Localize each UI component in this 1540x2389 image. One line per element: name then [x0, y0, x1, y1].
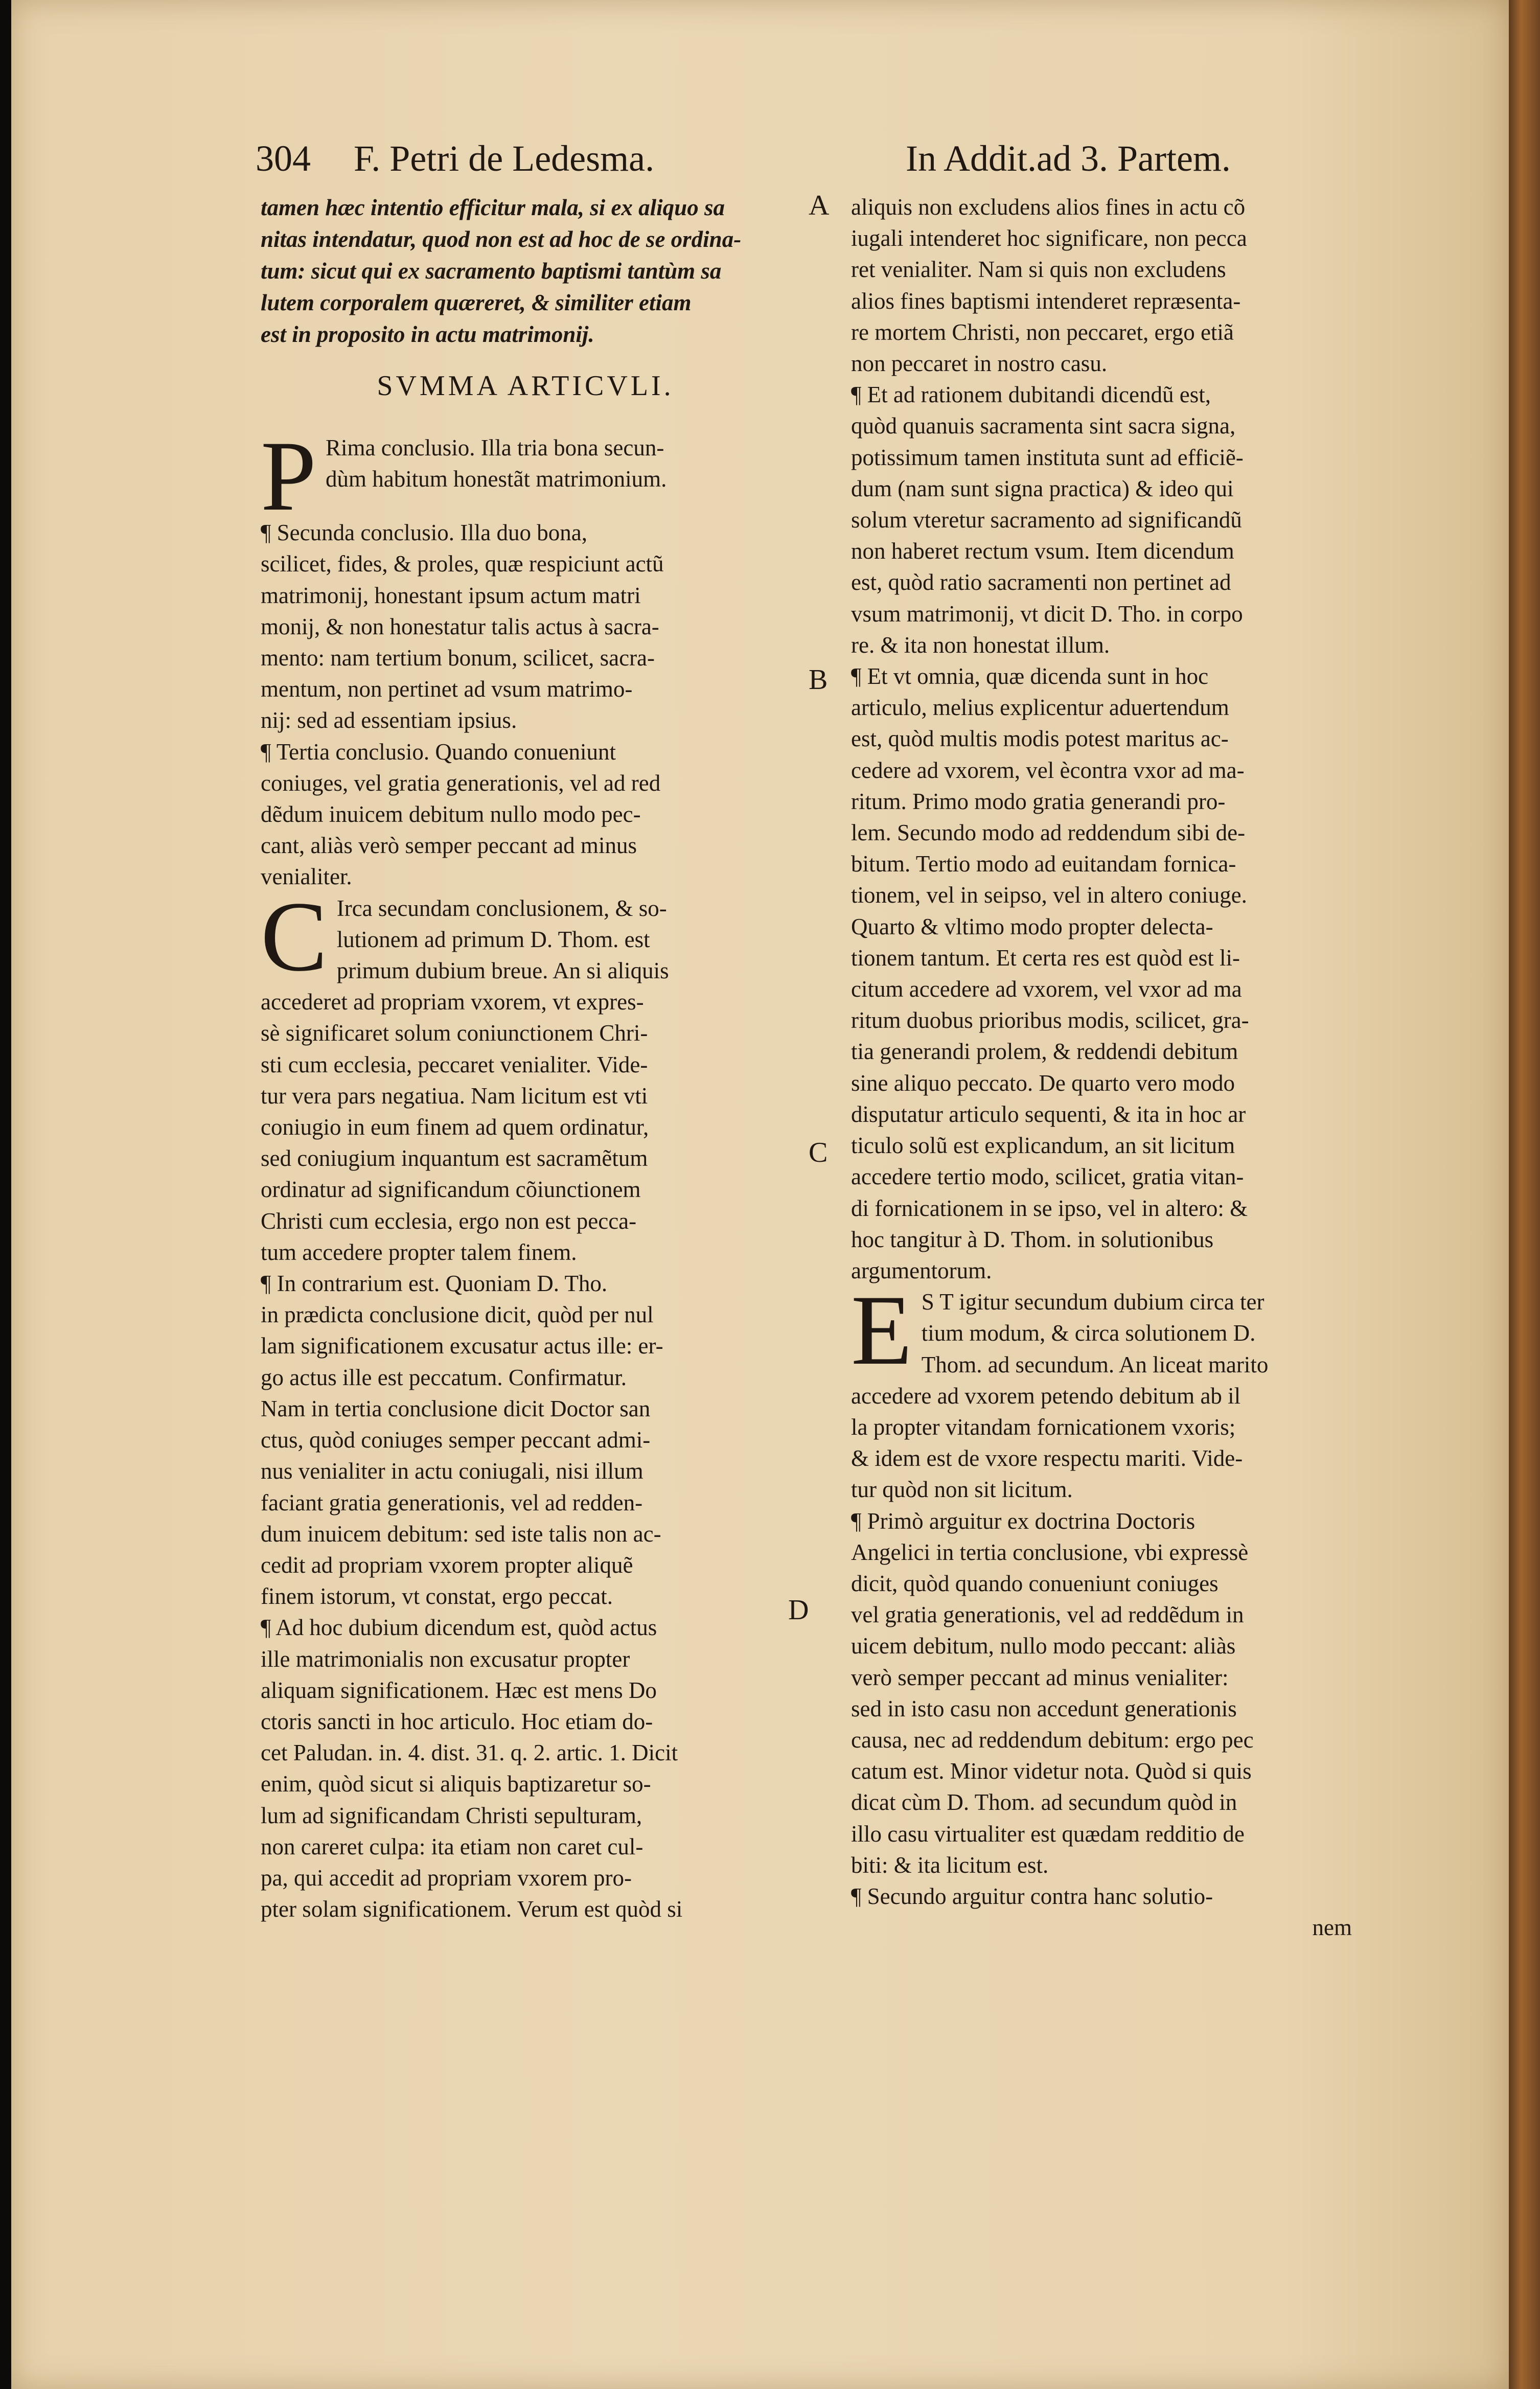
text-line: biti: & ita licitum est.: [851, 1852, 1049, 1878]
margin-letter-a: A: [809, 190, 830, 221]
text-line: est, quòd multis modis potest maritus ac-: [851, 726, 1229, 752]
book-page: [11, 0, 1509, 2389]
text-line: S T igitur secundum dubium circa ter: [921, 1289, 1265, 1315]
text-line: mentum, non pertinet ad vsum matrimo-: [261, 676, 633, 702]
text-line: cant, aliàs verò semper peccant ad minus: [261, 833, 637, 859]
text-line: ctus, quòd coniuges semper peccant admi-: [261, 1427, 651, 1453]
text-line: bitum. Tertio modo ad euitandam fornica-: [851, 851, 1236, 877]
text-line: dùm habitum honestãt matrimonium.: [326, 466, 667, 492]
text-line: uicem debitum, nullo modo peccant: aliàs: [851, 1633, 1236, 1659]
text-line: ¶ Tertia conclusio. Quando conueniunt: [261, 739, 616, 765]
text-line: alios fines baptismi intenderet repræsenta-: [851, 288, 1241, 314]
text-line: disputatur articulo sequenti, & ita in hoc ar: [851, 1101, 1246, 1127]
text-line: pter solam significationem. Verum est quòd si: [261, 1896, 683, 1922]
text-line: re mortem Christi, non peccaret, ergo etiã: [851, 319, 1234, 345]
text-line: potissimum tamen instituta sunt ad efficiẽ-: [851, 444, 1244, 470]
text-line: cet Paludan. in. 4. dist. 31. q. 2. artic. 1. Dicit: [261, 1740, 678, 1766]
text-line: in prædicta conclusione dicit, quòd per nul: [261, 1302, 654, 1328]
text-line: tionem, vel in seipso, vel in altero coniuge.: [851, 882, 1247, 908]
text-line: tur quòd non sit licitum.: [851, 1477, 1073, 1503]
text-line: Nam in tertia conclusione dicit Doctor san: [261, 1395, 651, 1421]
text-line: re. & ita non honestat illum.: [851, 632, 1110, 658]
text-line: tium modum, & circa solutionem D.: [921, 1320, 1256, 1346]
text-line: Thom. ad secundum. An liceat marito: [921, 1351, 1269, 1377]
text-line: sti cum ecclesia, peccaret venialiter. Vide-: [261, 1051, 648, 1077]
text-line: nus venialiter in actu coniugali, nisi illum: [261, 1458, 643, 1484]
text-line: aliquam significationem. Hæc est mens Do: [261, 1677, 657, 1703]
text-line: ¶ Secunda conclusio. Illa duo bona,: [261, 520, 587, 546]
text-line: dicat cùm D. Thom. ad secundum quòd in: [851, 1789, 1237, 1816]
italic-line: tamen hæc intentio efficitur mala, si ex aliquo sa: [261, 195, 725, 220]
initial-paragraph: [261, 432, 790, 517]
text-line: non peccaret in nostro casu.: [851, 351, 1108, 377]
text-line: ritum. Primo modo gratia generandi pro-: [851, 788, 1226, 814]
text-line: quòd quanuis sacramenta sint sacra signa,: [851, 413, 1236, 439]
running-head-right: In Addit.ad 3. Partem.: [906, 138, 1231, 179]
text-line: & idem est de vxore respectu mariti. Vide-: [851, 1445, 1243, 1472]
text-line: ¶ Primò arguitur ex doctrina Doctoris: [851, 1508, 1196, 1534]
text-line: ille matrimonialis non excusatur propter: [261, 1646, 630, 1672]
text-line: causa, nec ad reddendum debitum: ergo pec: [851, 1727, 1254, 1753]
text-line: accedere ad vxorem petendo debitum ab il: [851, 1383, 1241, 1409]
text-line: cedere ad vxorem, vel ècontra vxor ad ma-: [851, 757, 1245, 783]
text-line: tur vera pars negatiua. Nam licitum est vti: [261, 1083, 648, 1109]
text-line: Quarto & vltimo modo propter delecta-: [851, 913, 1213, 939]
text-line: coniuges, vel gratia generationis, vel ad red: [261, 770, 661, 796]
text-line: tia generandi prolem, & reddendi debitum: [851, 1039, 1238, 1065]
text-line: vsum matrimonij, vt dicit D. Tho. in corpo: [851, 601, 1243, 627]
text-line: lum ad significandam Christi sepulturam,: [261, 1802, 642, 1828]
text-line: Christi cum ecclesia, ergo non est pecca-: [261, 1208, 637, 1234]
drop-cap: C: [261, 892, 328, 987]
text-line: faciant gratia generationis, vel ad redden-: [261, 1489, 643, 1515]
text-line: nij: sed ad essentiam ipsius.: [261, 707, 517, 733]
text-line: coniugio in eum finem ad quem ordinatur,: [261, 1114, 649, 1140]
text-line: ordinatur ad significandum cõiunctionem: [261, 1177, 641, 1203]
text-line: aliquis non excludens alios fines in actu cõ: [851, 194, 1246, 220]
text-line: non haberet rectum vsum. Item dicendum: [851, 538, 1234, 564]
text-line: enim, quòd sicut si aliquis baptizaretur so-: [261, 1771, 651, 1797]
text-line: scilicet, fides, & proles, quæ respiciunt actũ: [261, 551, 664, 577]
text-line: pa, qui accedit ad propriam vxorem pro-: [261, 1865, 632, 1891]
text-line: Irca secundam conclusionem, & so-: [336, 895, 667, 921]
margin-letter-c: C: [809, 1137, 828, 1168]
drop-cap: P: [261, 432, 317, 518]
text-line: tionem tantum. Et certa res est quòd est li-: [851, 945, 1240, 971]
left-column: [261, 192, 790, 1925]
text-line: ¶ Secundo arguitur contra hanc solutio-: [851, 1883, 1213, 1909]
text-line: catum est. Minor videtur nota. Quòd si quis: [851, 1758, 1252, 1784]
text-line: ¶ Ad hoc dubium dicendum est, quòd actus: [261, 1615, 657, 1641]
text-line: est, quòd ratio sacramenti non pertinet ad: [851, 569, 1231, 595]
text-line: cedit ad propriam vxorem propter aliquẽ: [261, 1552, 633, 1578]
text-line: illo casu virtualiter est quædam redditio de: [851, 1821, 1245, 1847]
text-line: la propter vitandam fornicationem vxoris;: [851, 1414, 1236, 1440]
text-line: dum (nam sunt signa practica) & ideo qui: [851, 475, 1234, 501]
text-line: citum accedere ad vxorem, vel vxor ad ma: [851, 976, 1242, 1002]
text-line: ritum duobus prioribus modis, scilicet, gra-: [851, 1007, 1249, 1033]
text-line: articulo, melius explicentur aduertendum: [851, 695, 1229, 721]
page-number: 304: [256, 138, 311, 179]
text-line: tum accedere propter talem finem.: [261, 1239, 577, 1265]
text-line: sè significaret solum coniunctionem Chri-: [261, 1020, 648, 1046]
section-heading: SVMMA ARTICVLI.: [377, 370, 674, 402]
margin-letter-b: B: [809, 664, 828, 696]
text-line: primum dubium breue. An si aliquis: [336, 958, 669, 984]
text-line: lam significationem excusatur actus ille: er-: [261, 1333, 663, 1359]
drop-cap: E: [851, 1287, 912, 1381]
initial-paragraph: [261, 893, 790, 987]
italic-line: lutem corporalem quæreret, & similiter etiam: [261, 290, 692, 315]
text-line: sed coniugium inquantum est sacramẽtum: [261, 1145, 648, 1171]
text-line: ¶ Et vt omnia, quæ dicenda sunt in hoc: [851, 663, 1209, 690]
text-line: verò semper peccant ad minus venialiter:: [851, 1664, 1229, 1690]
text-line: accedere tertio modo, scilicet, gratia vitan-: [851, 1164, 1244, 1190]
text-line: ticulo solũ est explicandum, an sit licitum: [851, 1133, 1235, 1159]
text-line: vel gratia generationis, vel ad reddẽdum in: [851, 1602, 1244, 1628]
adjacent-page-edge: [1509, 0, 1540, 2389]
text-line: di fornicationem in se ipso, vel in altero: &: [851, 1195, 1248, 1221]
text-line: ret venialiter. Nam si quis non excludens: [851, 257, 1226, 283]
text-line: matrimonij, honestant ipsum actum matri: [261, 582, 641, 608]
text-line: venialiter.: [261, 864, 352, 890]
right-column: [851, 192, 1372, 1943]
text-line: monij, & non honestatur talis actus à sacra-: [261, 613, 659, 639]
initial-paragraph: [851, 1287, 1372, 1381]
text-line: go actus ille est peccatum. Confirmatur.: [261, 1364, 627, 1390]
running-head-left: F. Petri de Ledesma.: [354, 138, 655, 179]
text-line: solum vteretur sacramento ad significandũ: [851, 507, 1242, 533]
margin-letter-d: D: [788, 1594, 809, 1626]
text-line: argumentorum.: [851, 1257, 992, 1283]
text-line: Rima conclusio. Illa tria bona secun-: [326, 435, 664, 461]
text-line: dum inuicem debitum: sed iste talis non ac-: [261, 1521, 661, 1547]
text-line: lem. Secundo modo ad reddendum sibi de-: [851, 820, 1246, 846]
text-line: finem istorum, vt constat, ergo peccat.: [261, 1583, 613, 1610]
text-line: dicit, quòd quando conueniunt coniuges: [851, 1570, 1219, 1596]
text-line: ctoris sancti in hoc articulo. Hoc etiam do-: [261, 1708, 653, 1734]
text-line: accederet ad propriam vxorem, vt expres-: [261, 989, 644, 1015]
italic-line: est in proposito in actu matrimonij.: [261, 321, 594, 347]
text-line: hoc tangitur à D. Thom. in solutionibus: [851, 1226, 1214, 1252]
text-line: lutionem ad primum D. Thom. est: [336, 926, 650, 952]
text-line: sed in isto casu non accedunt generationis: [851, 1695, 1237, 1721]
italic-line: nitas intendatur, quod non est ad hoc de se ordina-: [261, 226, 742, 252]
text-line: non careret culpa: ita etiam non caret cul-: [261, 1833, 643, 1859]
italic-line: tum: sicut qui ex sacramento baptismi tantùm sa: [261, 258, 722, 284]
catchword: nem: [1312, 1915, 1352, 1941]
text-line: ¶ In contrarium est. Quoniam D. Tho.: [261, 1271, 608, 1297]
text-line: iugali intenderet hoc significare, non pecca: [851, 225, 1247, 251]
text-line: sine aliquo peccato. De quarto vero modo: [851, 1070, 1235, 1096]
text-line: mento: nam tertium bonum, scilicet, sacra-: [261, 645, 655, 671]
text-line: Angelici in tertia conclusione, vbi expressè: [851, 1539, 1249, 1565]
text-line: ¶ Et ad rationem dubitandi dicendũ est,: [851, 382, 1211, 408]
text-line: dẽdum inuicem debitum nullo modo pec-: [261, 801, 641, 828]
